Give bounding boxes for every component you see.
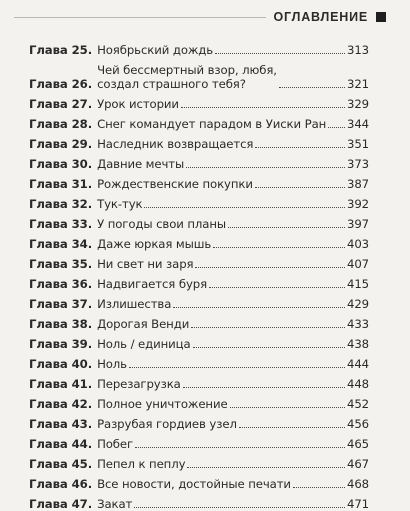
- chapter-title: Ноль / единица: [97, 337, 191, 351]
- dot-leader: [191, 327, 345, 328]
- table-of-contents: [29, 37, 369, 511]
- dot-leader: [187, 467, 345, 468]
- chapter-number: Глава 47.: [29, 497, 93, 511]
- chapter-number: Глава 26.: [29, 77, 93, 91]
- dot-leader: [134, 507, 345, 508]
- chapter-number: Глава 39.: [29, 337, 93, 351]
- dot-leader: [239, 427, 345, 428]
- page-number: 313: [346, 43, 369, 57]
- chapter-number: Глава 46.: [29, 477, 93, 491]
- toc-entry: [29, 431, 369, 451]
- chapter-title: Тук-тук: [97, 197, 143, 211]
- chapter-title: Перезагрузка: [97, 377, 181, 391]
- page-number: 468: [346, 477, 369, 491]
- page-number: 344: [346, 117, 369, 131]
- chapter-title: Наследник возвращается: [97, 137, 254, 151]
- page-number: 351: [346, 137, 369, 151]
- page-number: 429: [346, 297, 369, 311]
- chapter-number: Глава 27.: [29, 97, 93, 111]
- chapter-title: Закат: [97, 497, 133, 511]
- dot-leader: [255, 187, 345, 188]
- dot-leader: [293, 487, 345, 488]
- section-title: ОГЛАВЛЕНИЕ: [273, 10, 368, 24]
- chapter-number: Глава 36.: [29, 277, 93, 291]
- page-number: 321: [346, 77, 369, 91]
- page-number: 471: [346, 497, 369, 511]
- page-number: 407: [346, 257, 369, 271]
- dot-leader: [193, 347, 345, 348]
- chapter-title: Ноябрьский дождь: [97, 43, 214, 57]
- page-number: 467: [346, 457, 369, 471]
- chapter-number: Глава 40.: [29, 357, 93, 371]
- dot-leader: [173, 307, 345, 308]
- page-number: 415: [346, 277, 369, 291]
- toc-entry: [29, 251, 369, 271]
- toc-entry: [29, 351, 369, 371]
- toc-entry: [29, 291, 369, 311]
- toc-entry: [29, 131, 369, 151]
- page-number: 387: [346, 177, 369, 191]
- chapter-title: Все новости, достойные печати: [97, 477, 291, 491]
- toc-entry: [29, 171, 369, 191]
- chapter-number: Глава 33.: [29, 217, 93, 231]
- chapter-number: Глава 38.: [29, 317, 93, 331]
- page-number: 397: [346, 217, 369, 231]
- dot-leader: [135, 447, 345, 448]
- square-marker-icon: [376, 12, 386, 22]
- dot-leader: [255, 147, 345, 148]
- chapter-title: Пепел к пеплу: [97, 457, 186, 471]
- dot-leader: [328, 127, 345, 128]
- page-number: 329: [346, 97, 369, 111]
- page-number: 403: [346, 237, 369, 251]
- chapter-title: Побег: [97, 437, 134, 451]
- toc-entry: [29, 471, 369, 491]
- chapter-number: Глава 29.: [29, 137, 93, 151]
- toc-entry: [29, 111, 369, 131]
- chapter-number: Глава 28.: [29, 117, 93, 131]
- chapter-title: Урок истории: [97, 97, 179, 111]
- chapter-title: Ни свет ни заря: [97, 257, 194, 271]
- dot-leader: [209, 287, 345, 288]
- chapter-title: Излишества: [97, 297, 172, 311]
- toc-entry: [29, 391, 369, 411]
- dot-leader: [144, 207, 345, 208]
- dot-leader: [279, 87, 345, 88]
- chapter-number: Глава 35.: [29, 257, 93, 271]
- dot-leader: [215, 53, 345, 54]
- page-header: [14, 8, 386, 26]
- toc-entry: [29, 311, 369, 331]
- page-number: 456: [346, 417, 369, 431]
- chapter-number: Глава 31.: [29, 177, 93, 191]
- toc-entry: [29, 331, 369, 351]
- chapter-title: Надвигается буря: [97, 277, 208, 291]
- dot-leader: [181, 107, 345, 108]
- chapter-number: Глава 43.: [29, 417, 93, 431]
- dot-leader: [195, 267, 345, 268]
- page-number: 465: [346, 437, 369, 451]
- chapter-number: Глава 45.: [29, 457, 93, 471]
- toc-entry: [29, 411, 369, 431]
- toc-entry: [29, 191, 369, 211]
- chapter-title: У погоды свои планы: [97, 217, 227, 231]
- chapter-number: Глава 30.: [29, 157, 93, 171]
- chapter-title: Чей бессмертный взор, любя, создал страшного тебя?: [97, 63, 277, 91]
- toc-entry: [29, 37, 369, 57]
- toc-entry: [29, 491, 369, 511]
- toc-entry: [29, 371, 369, 391]
- chapter-number: Глава 37.: [29, 297, 93, 311]
- chapter-title: Снег командует парадом в Уиски Ран: [97, 117, 327, 131]
- toc-entry: [29, 151, 369, 171]
- page-number: 452: [346, 397, 369, 411]
- dot-leader: [186, 167, 345, 168]
- chapter-title: Рождественские покупки: [97, 177, 253, 191]
- chapter-title: Дорогая Венди: [97, 317, 190, 331]
- chapter-title: Даже юркая мышь: [97, 237, 212, 251]
- chapter-number: Глава 34.: [29, 237, 93, 251]
- chapter-title: Полное уничтожение: [97, 397, 228, 411]
- page-number: 448: [346, 377, 369, 391]
- toc-entry: [29, 57, 369, 91]
- toc-entry: [29, 451, 369, 471]
- dot-leader: [230, 407, 345, 408]
- dot-leader: [183, 387, 345, 388]
- page-number: 373: [346, 157, 369, 171]
- header-rule: [14, 17, 266, 18]
- chapter-number: Глава 44.: [29, 437, 93, 451]
- chapter-title: Давние мечты: [97, 157, 185, 171]
- toc-entry: [29, 91, 369, 111]
- chapter-number: Глава 41.: [29, 377, 93, 391]
- page-number: 444: [346, 357, 369, 371]
- toc-entry: [29, 271, 369, 291]
- dot-leader: [129, 367, 345, 368]
- dot-leader: [228, 227, 345, 228]
- page-number: 438: [346, 337, 369, 351]
- chapter-title: Ноль: [97, 357, 127, 371]
- page-number: 392: [346, 197, 369, 211]
- dot-leader: [213, 247, 345, 248]
- page-number: 433: [346, 317, 369, 331]
- chapter-title: Разрубая гордиев узел: [97, 417, 237, 431]
- chapter-number: Глава 42.: [29, 397, 93, 411]
- chapter-number: Глава 25.: [29, 43, 93, 57]
- toc-entry: [29, 231, 369, 251]
- chapter-number: Глава 32.: [29, 197, 93, 211]
- toc-entry: [29, 211, 369, 231]
